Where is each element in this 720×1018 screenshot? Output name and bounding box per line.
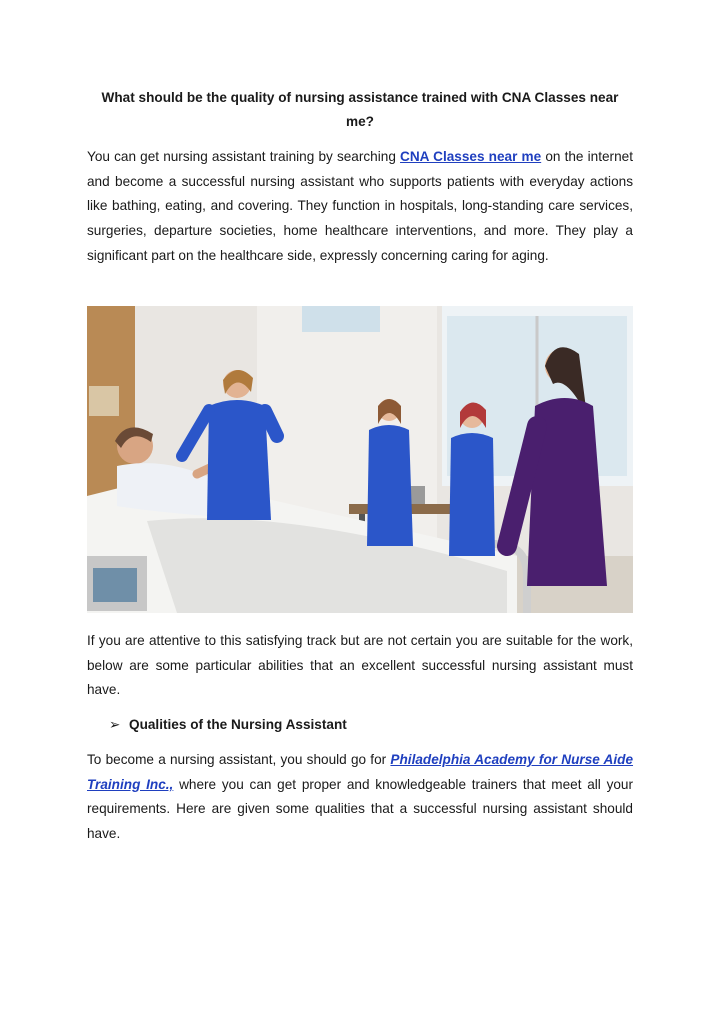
abilities-paragraph: If you are attentive to this satisfying track but are not certain you are suitable for the work, below are some particular abilities that an excellent successful nursing assistant must have. [87, 633, 633, 698]
classroom-illustration [87, 306, 633, 613]
academy-text-end: where you can get proper and knowledgeable trainers that meet all your requirements. Here are given some qualities that a successful nursing assistant should have. [87, 776, 634, 842]
intro-text-end: on the internet and become a successful nursing assistant who supports patients with everyday actions like bathing, eating, and covering. They function in hospitals, long-standing care services, surgeries, departure societies, home healthcare interventions, and more. They play a significant part on the healthcare side, expressly concerning caring for aging. [87, 149, 633, 263]
bullet-heading-text: Qualities of the Nursing Assistant [129, 717, 347, 732]
bullet-heading [109, 713, 347, 737]
arrow-bullet-icon: ➢ [109, 717, 121, 732]
page-title: What should be the quality of nursing assistance trained with CNA Classes near me? [101, 90, 619, 129]
academy-paragraph [87, 748, 633, 847]
academy-text-start: To become a nursing assistant, you should go for [87, 752, 391, 767]
intro-text-start: You can get nursing assistant training by searching [87, 149, 401, 164]
intro-paragraph [87, 145, 633, 269]
cna-classes-link[interactable]: CNA Classes near me [400, 149, 542, 164]
philadelphia-academy-link[interactable]: Philadelphia Academy for Nurse Aide Training Inc., [87, 752, 634, 792]
nursing-training-photo [87, 306, 633, 613]
